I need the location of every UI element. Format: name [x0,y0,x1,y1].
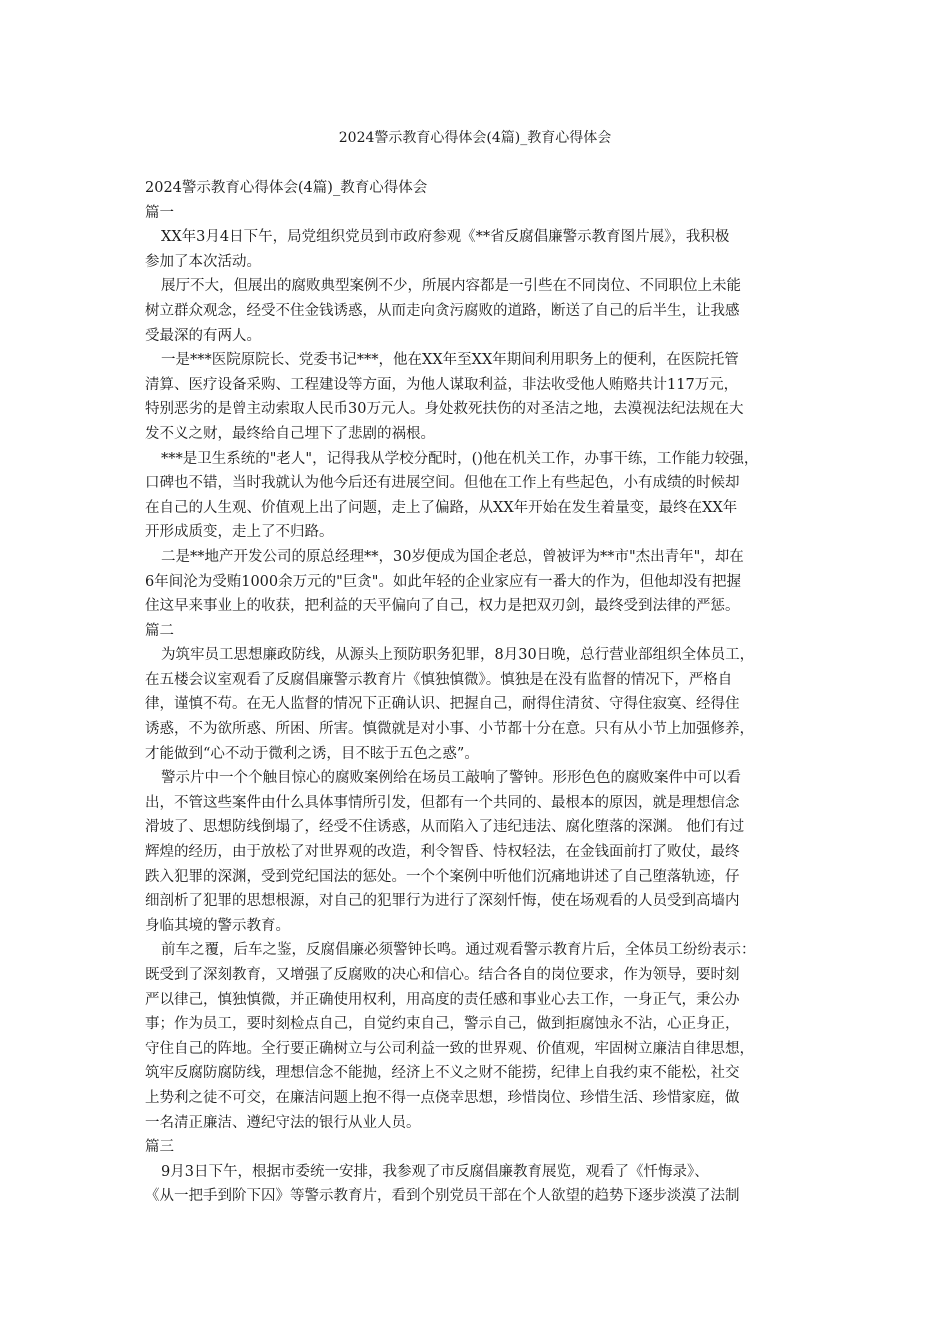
paragraph-line: 9月3日下午，根据市委统一安排，我参观了市反腐倡廉教育展览，观看了《忏悔录》、 [161,1163,709,1180]
paragraph-line: 上势利之徒不可交，在廉洁问题上抱不得一点侥幸思想，珍惜岗位、珍惜生活、珍惜家庭，做 [145,1089,740,1106]
document-title: 2024警示教育心得体会(4篇)_教育心得体会 [338,130,612,146]
paragraph-line: 《从一把手到阶下囚》等警示教育片，看到个别党员干部在个人欲望的趋势下逐步淡漠了法制 [145,1188,740,1205]
paragraph-line: XX年3月4日下午，局党组织党员到市政府参观《**省反腐倡廉警示教育图片展》，我积极 [161,229,730,246]
paragraph-line: 严以律己，慎独慎微，并正确使用权利，用高度的责任感和事业心去工作，一身正气，秉公办 [145,991,740,1008]
paragraph-line: 滑坡了、思想防线倒塌了，经受不住诱惑，从而陷入了违纪违法、腐化堕落的深渊。 他们有过 [145,819,745,836]
document-body [145,176,825,1209]
paragraph-line: ***是卫生系统的"老人"，记得我从学校分配时，()他在机关工作，办事干练，工作能力较强， [161,450,759,467]
paragraph-line: 在自己的人生观、价值观上出了问题，走上了偏路，从XX年开始在发生着量变，最终在XX年 [145,499,738,516]
paragraph-line: 一名清正廉洁、遵纪守法的银行从业人员。 [145,1114,421,1131]
paragraph-line: 受最深的有两人。 [145,327,261,344]
body-heading: 2024警示教育心得体会(4篇)_教育心得体会 [145,180,428,196]
section-heading-3: 篇三 [145,1139,174,1156]
paragraph-line: 为筑牢员工思想廉政防线，从源头上预防职务犯罪，8月30日晚，总行营业部组织全体员工， [161,647,755,664]
paragraph-line: 口碑也不错，当时我就认为他今后还有进展空间。但他在工作上有些起色，小有成绩的时候却 [145,475,740,492]
paragraph-line: 筑牢反腐防腐防线，理想信念不能抛，经济上不义之财不能捞，纪律上自我约束不能松，社交 [145,1065,740,1082]
paragraph-line: 才能做到“心不动于微利之诱，目不眩于五色之惑”。 [145,745,479,762]
paragraph-line: 在五楼会议室观看了反腐倡廉警示教育片《慎独慎微》。慎独是在没有监督的情况下，严格自 [145,671,733,688]
paragraph-line: 出，不管这些案件由什么具体事情所引发，但都有一个共同的、最根本的原因，就是理想信念 [145,794,740,811]
paragraph-line: 清算、医疗设备采购、工程建设等方面，为他人谋取利益，非法收受他人贿赂共计117万元， [145,376,739,393]
paragraph-line: 展厅不大，但展出的腐败典型案例不少，所展内容都是一引些在不同岗位、不同职位上未能 [161,278,741,295]
paragraph-line: 跌入犯罪的深渊，受到党纪国法的惩处。一个个案例中听他们沉痛地讲述了自己堕落轨迹，仔 [145,868,740,885]
paragraph-line: 特别恶劣的是曾主动索取人民币30万元人。身处救死扶伤的对圣洁之地，去漠视法纪法规在大 [145,401,744,418]
paragraph-line: 开形成质变，走上了不归路。 [145,524,334,541]
paragraph-line: 身临其境的警示教育。 [145,917,290,934]
paragraph-line: 树立群众观念，经受不住金钱诱惑，从而走向贪污腐败的道路，断送了自己的后半生，让我感 [145,302,740,319]
paragraph-line: 住这早来事业上的收获，把利益的天平偏向了自己，权力是把双刃剑，最终受到法律的严惩。 [145,598,740,615]
paragraph-line: 律，谨慎不苟。在无人监督的情况下正确认识、把握自己，耐得住清贫、守得住寂寞、经得住 [145,696,740,713]
paragraph-line: 守住自己的阵地。全行要正确树立与公司利益一致的世界观、价值观，牢固树立廉洁自律思想， [145,1040,754,1057]
paragraph-line: 参加了本次活动。 [145,253,261,270]
section-heading-2: 篇二 [145,622,174,639]
section-heading-1: 篇一 [145,204,174,221]
paragraph-line: 警示片中一个个触目惊心的腐败案例给在场员工敲响了警钟。形形色色的腐败案件中可以看 [161,770,741,787]
paragraph-line: 一是***医院原院长、党委书记***，他在XX年至XX年期间利用职务上的便利，在医院托管 [161,352,739,369]
paragraph-line: 6年间沦为受贿1000余万元的"巨贪"。如此年轻的企业家应有一番大的作为，但他却没有把握 [145,573,741,590]
paragraph-line: 细剖析了犯罪的思想根源，对自己的犯罪行为进行了深刻忏悔，使在场观看的人员受到高墙内 [145,893,740,910]
paragraph-line: 事；作为员工，要时刻检点自己，自觉约束自己，警示自己，做到拒腐蚀永不沾，心正身正， [145,1016,740,1033]
paragraph-line: 诱惑，不为欲所惑、所困、所害。慎微就是对小事、小节都十分在意。只有从小节上加强修养， [145,721,754,738]
paragraph-line: 发不义之财，最终给自己埋下了悲剧的祸根。 [145,425,435,442]
paragraph-line: 辉煌的经历，由于放松了对世界观的改造，利令智昏、恃权轻法，在金钱面前打了败仗，最终 [145,844,740,861]
paragraph-line: 既受到了深刻教育，又增强了反腐败的决心和信心。结合各自的岗位要求，作为领导，要时刻 [145,967,740,983]
paragraph-line: 前车之覆，后车之鉴，反腐倡廉必须警钟长鸣。通过观看警示教育片后，全体员工纷纷表示： [161,942,756,959]
paragraph-line: 二是**地产开发公司的原总经理**，30岁便成为国企老总，曾被评为**市"杰出青年"，却在 [161,548,744,565]
